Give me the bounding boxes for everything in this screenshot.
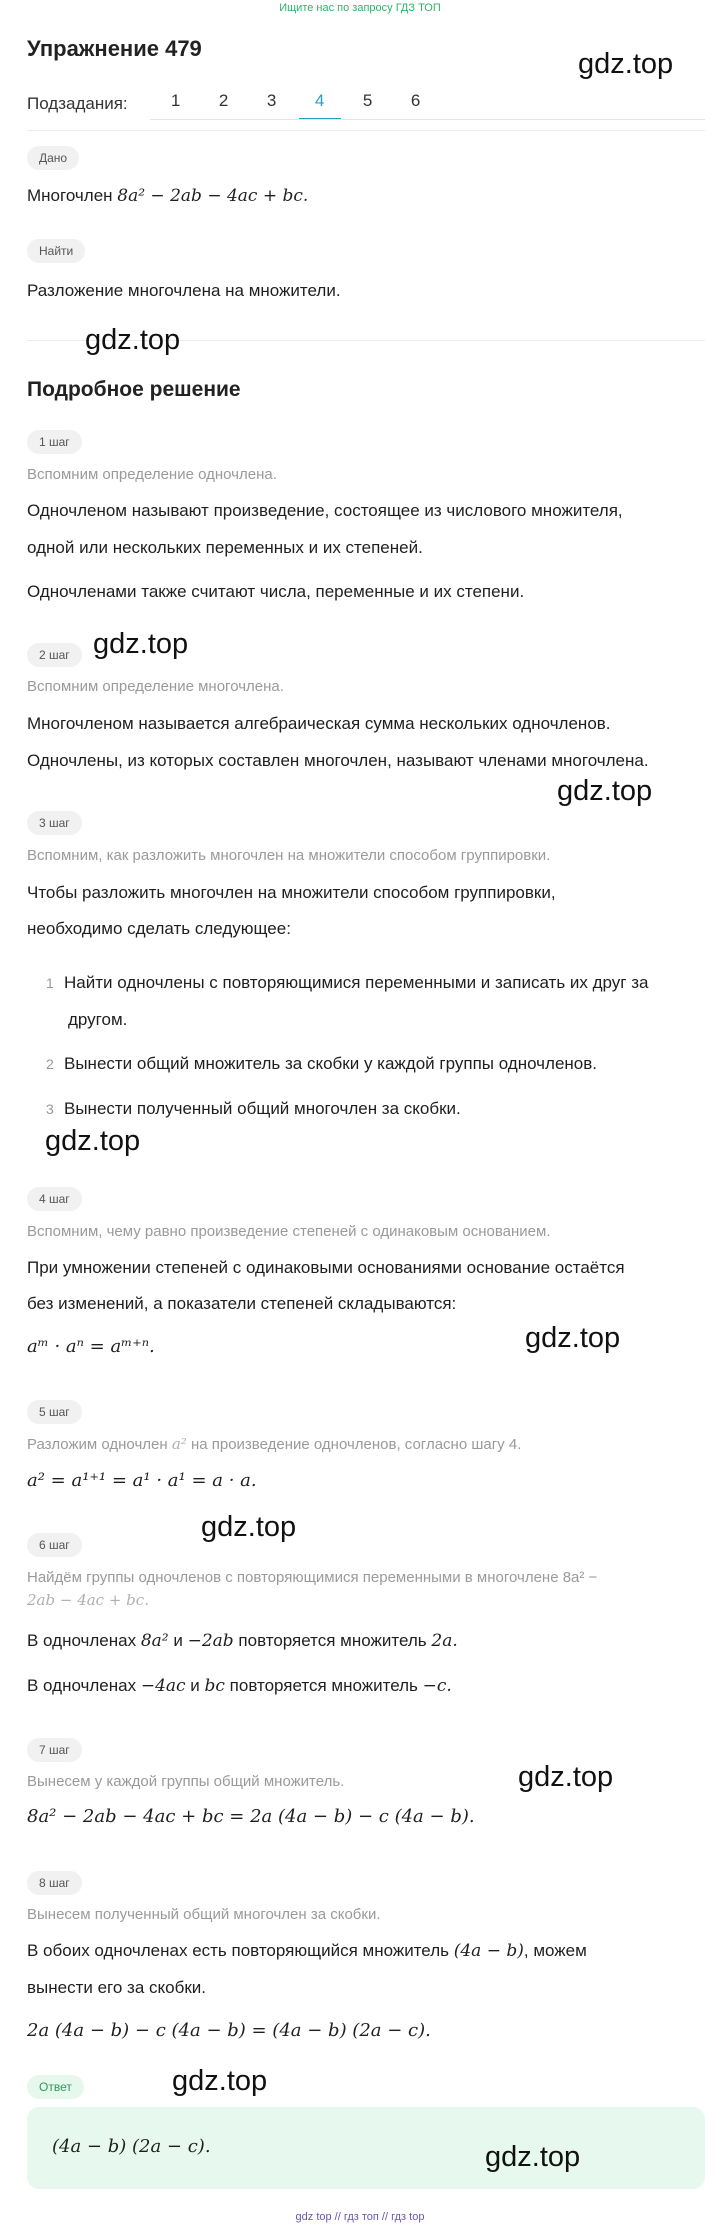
watermark: gdz.top <box>93 628 189 660</box>
given-text <box>27 185 707 207</box>
step-4-formula: aᵐ · aⁿ = aᵐ⁺ⁿ. <box>27 1336 155 1357</box>
list-item-2: Вынести общий множитель за скобки у каждой группы одночленов. <box>64 1054 598 1073</box>
math-fragment: (4a − b) <box>453 1941 524 1961</box>
step-2-line-1: Многочленом называется алгебраическая сумма нескольких одночленов. <box>27 714 611 733</box>
math-fragment: −2ab <box>187 1631 234 1651</box>
list-number: 1 <box>46 975 54 991</box>
math-fragment: 2a. <box>431 1631 458 1651</box>
subtask-tab-3[interactable]: 3 <box>266 91 277 110</box>
step-5-formula: a² = a¹⁺¹ = a¹ · a¹ = a · a. <box>27 1470 257 1491</box>
given-badge: Дано <box>27 146 79 170</box>
step-8-badge: 8 шаг <box>27 1871 82 1895</box>
subtask-tab-5[interactable]: 5 <box>362 91 373 110</box>
watermark: gdz.top <box>45 1125 141 1157</box>
watermark: gdz.top <box>485 2141 581 2173</box>
solution-title: Подробное решение <box>27 378 241 401</box>
step-3-line-1: Чтобы разложить многочлен на множители способом группировки, <box>27 883 556 902</box>
watermark: gdz.top <box>172 2065 268 2097</box>
step-5-hint-math: a² <box>171 1435 187 1453</box>
text-fragment: повторяется множитель <box>238 1631 427 1650</box>
text-fragment: и <box>173 1631 183 1650</box>
watermark: gdz.top <box>518 1761 614 1793</box>
step-8-hint: Вынесем полученный общий многочлен за скобки. <box>27 1906 381 1923</box>
step-7-formula: 8a² − 2ab − 4ac + bc = 2a (4a − b) − c (4a − b). <box>27 1806 475 1827</box>
step-1-line-3: Одночленами также считают числа, переменные и их степени. <box>27 582 525 601</box>
subtask-tab-1[interactable]: 1 <box>170 91 181 110</box>
subtasks-label: Подзадания: <box>27 94 128 113</box>
math-fragment: 8a² <box>140 1631 169 1651</box>
text-fragment: , можем <box>523 1941 587 1960</box>
step-6-line-2 <box>27 1675 707 1697</box>
step-5-badge: 5 шаг <box>27 1400 82 1424</box>
watermark: gdz.top <box>85 324 181 356</box>
subtask-tab-6[interactable]: 6 <box>410 91 421 110</box>
list-item-1-line-1: Найти одночлены с повторяющимися переменными и записать их друг за <box>64 973 649 992</box>
step-5-hint-suffix: на произведение одночленов, согласно шагу 4. <box>190 1436 522 1453</box>
divider <box>27 130 705 131</box>
step-6-badge: 6 шаг <box>27 1533 82 1557</box>
step-6-hint-line-2: 2ab − 4ac + bc. <box>27 1591 149 1609</box>
text-fragment: В одночленах <box>27 1631 137 1650</box>
text-fragment: повторяется множитель <box>229 1676 418 1695</box>
step-8-line-2: вынести его за скобки. <box>27 1978 207 1997</box>
subtask-tab-4[interactable]: 4 <box>296 88 344 120</box>
text-fragment: и <box>190 1676 200 1695</box>
find-badge: Найти <box>27 239 85 263</box>
subtasks-underline <box>150 119 705 120</box>
answer-text: (4a − b) (2a − c). <box>52 2136 211 2157</box>
step-8-formula: 2a (4a − b) − c (4a − b) = (4a − b) (2a − c). <box>27 2020 431 2041</box>
find-text: Разложение многочлена на множители. <box>27 281 341 300</box>
step-2-hint: Вспомним определение многочлена. <box>27 678 284 695</box>
text-fragment: В одночленах <box>27 1676 137 1695</box>
top-banner[interactable]: Ищите нас по запросу ГДЗ ТОП <box>279 2 441 14</box>
watermark: gdz.top <box>201 1511 297 1543</box>
watermark: gdz.top <box>525 1322 621 1354</box>
watermark: gdz.top <box>578 48 674 80</box>
step-4-line-2: без изменений, а показатели степеней складываются: <box>27 1294 457 1313</box>
page-title: Упражнение 479 <box>27 36 202 61</box>
step-1-line-1: Одночленом называют произведение, состоящее из числового множителя, <box>27 501 623 520</box>
given-expression: 8a² − 2ab − 4ac + bc. <box>117 186 309 206</box>
step-4-line-1: При умножении степеней с одинаковыми основаниями основание остаётся <box>27 1258 625 1277</box>
subtask-tab-2[interactable]: 2 <box>218 91 229 110</box>
step-5-hint <box>27 1433 707 1456</box>
subtasks-row <box>27 88 707 120</box>
step-4-hint: Вспомним, чему равно произведение степеней с одинаковым основанием. <box>27 1223 551 1240</box>
math-fragment: bc <box>204 1676 225 1696</box>
footer-links[interactable]: gdz top // гдз топ // гдз top <box>295 2211 425 2223</box>
list-number: 3 <box>46 1101 54 1117</box>
math-fragment: −4ac <box>140 1676 186 1696</box>
step-5-hint-prefix: Разложим одночлен <box>27 1436 168 1453</box>
step-3-badge: 3 шаг <box>27 811 82 835</box>
list-number: 2 <box>46 1056 54 1072</box>
step-2-line-2: Одночлены, из которых составлен многочлен, называют членами многочлена. <box>27 751 649 770</box>
step-1-line-2: одной или нескольких переменных и их степеней. <box>27 538 423 557</box>
subtasks-tabs <box>152 88 440 120</box>
step-6-line-1 <box>27 1630 707 1652</box>
list-item-3: Вынести полученный общий многочлен за скобки. <box>64 1099 461 1118</box>
step-1-hint: Вспомним определение одночлена. <box>27 466 277 483</box>
step-3-line-2: необходимо сделать следующее: <box>27 919 291 938</box>
step-7-hint: Вынесем у каждой группы общий множитель. <box>27 1773 345 1790</box>
step-2-badge: 2 шаг <box>27 643 82 667</box>
watermark: gdz.top <box>557 775 653 807</box>
answer-badge: Ответ <box>27 2075 84 2099</box>
list-item-1-line-2: другом. <box>68 1010 128 1029</box>
step-6-hint-line-1: Найдём группы одночленов с повторяющимися переменными в многочлене 8a² − <box>27 1569 598 1586</box>
given-prefix: Многочлен <box>27 186 113 205</box>
step-3-hint: Вспомним, как разложить многочлен на множители способом группировки. <box>27 847 551 864</box>
text-fragment: В обоих одночленах есть повторяющийся множитель <box>27 1941 449 1960</box>
step-1-badge: 1 шаг <box>27 430 82 454</box>
step-7-badge: 7 шаг <box>27 1738 82 1762</box>
step-8-line-1 <box>27 1940 707 1962</box>
math-fragment: −c. <box>422 1676 452 1696</box>
step-4-badge: 4 шаг <box>27 1187 82 1211</box>
